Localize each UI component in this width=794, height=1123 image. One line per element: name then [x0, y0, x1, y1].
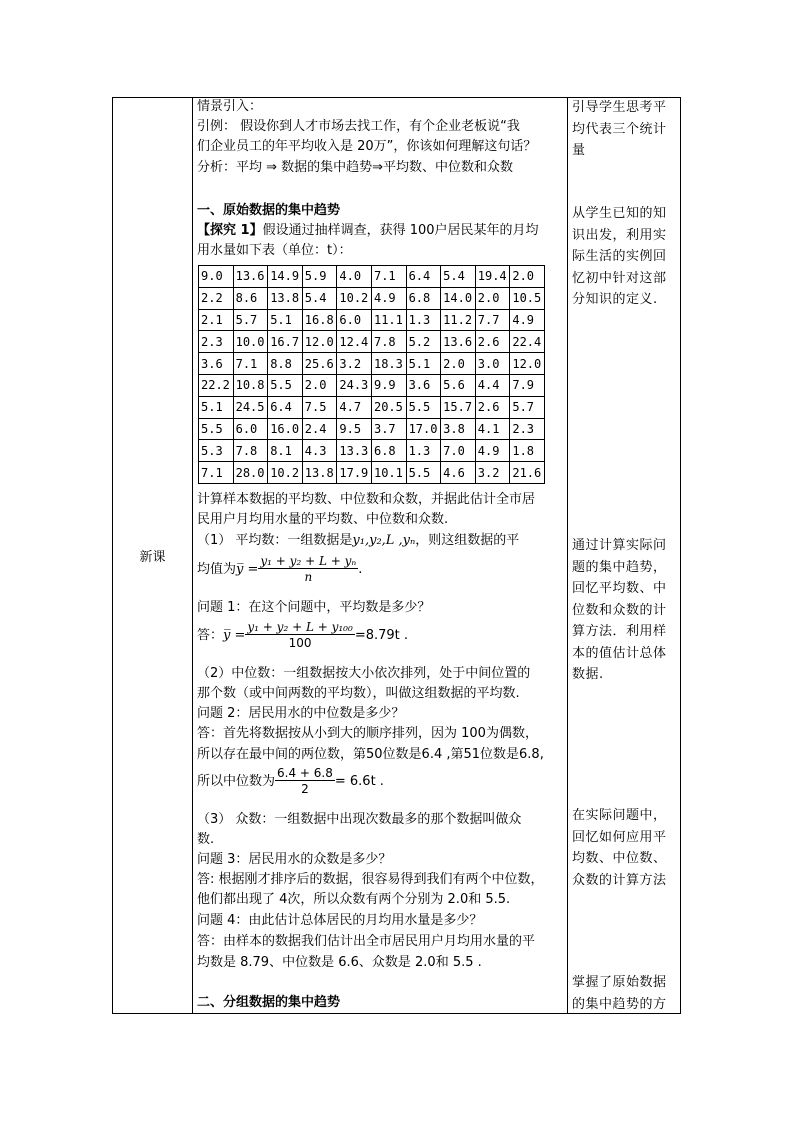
note-line: 众数的计算方法 — [572, 872, 667, 888]
answer2-line2: 所以存在最中间的两位数，第50位数是6.4 ,第51位数是6.8, — [197, 747, 544, 762]
answer2-fraction — [275, 766, 335, 797]
table-cell: 4.1 — [475, 418, 510, 440]
answer1-fraction-denominator: 100 — [288, 636, 312, 650]
note-line: 量 — [572, 143, 586, 158]
table-row — [199, 418, 545, 440]
question2: 问题 2：居民用水的中位数是多少？ — [197, 706, 405, 721]
table-cell: 1.3 — [406, 309, 441, 331]
table-cell: 10.8 — [233, 374, 268, 396]
mean-formula-fraction — [258, 554, 358, 585]
answer2-line3 — [197, 766, 567, 797]
table-cell: 2.6 — [475, 331, 510, 353]
table-cell: 5.7 — [233, 309, 268, 331]
table-cell: 3.2 — [475, 462, 510, 484]
table-cell: 2.0 — [510, 266, 545, 288]
table-cell: 3.6 — [406, 374, 441, 396]
table-row — [199, 309, 545, 331]
table-cell: 5.4 — [441, 266, 476, 288]
table-cell: 14.9 — [268, 266, 303, 288]
note-line: 题的集中趋势， — [572, 559, 667, 575]
table-cell: 5.5 — [199, 418, 234, 440]
note-line: 的集中趋势的方 — [572, 996, 667, 1012]
table-cell: 6.8 — [371, 440, 406, 462]
table-cell: 4.9 — [510, 309, 545, 331]
answer4-line1: 答：由样本的数据我们估计出全市居民用户月均用水量的平 — [197, 934, 536, 949]
table-cell: 3.7 — [371, 418, 406, 440]
mean-symbol: y̅ = — [236, 562, 259, 577]
table-row — [199, 266, 545, 288]
table-cell: 7.1 — [199, 462, 234, 484]
table-row — [199, 462, 545, 484]
note-line: 从学生已知的知 — [572, 206, 667, 221]
table-cell: 5.3 — [199, 440, 234, 462]
table-cell: 7.7 — [475, 309, 510, 331]
note-line: 在实际问题中， — [572, 808, 667, 823]
answer3-line1: 答: 根据刚才排序后的数据，很容易得到我们有两个中位数， — [197, 872, 544, 887]
note-line: 均代表三个统计 — [572, 121, 667, 137]
teaching-notes — [572, 97, 680, 1014]
note-line: 引导学生思考平 — [572, 100, 667, 115]
table-cell: 11.1 — [371, 309, 406, 331]
answer1-fraction-numerator: y₁ + y₂ + L + y₁₀₀ — [247, 620, 353, 634]
intro-example-line1: 引例： 假设你到人才市场去找工作，有个企业老板说“我 — [197, 119, 520, 134]
table-cell: 1.3 — [406, 440, 441, 462]
explore1-text: 假设通过抽样调查，获得 100户居民某年的月均 — [262, 223, 539, 238]
table-cell: 6.4 — [268, 396, 303, 418]
note-mastery — [572, 972, 680, 1015]
table-cell: 24.5 — [233, 396, 268, 418]
mean-formula-line — [197, 554, 567, 585]
table-cell: 10.0 — [233, 331, 268, 353]
answer1-line — [197, 620, 567, 651]
table-row — [199, 331, 545, 353]
table-cell: 5.1 — [268, 309, 303, 331]
explore1-label: 【探究 1】 — [197, 223, 263, 238]
table-row — [199, 396, 545, 418]
water-usage-table — [198, 265, 545, 484]
table-cell: 7.9 — [510, 374, 545, 396]
table-cell: 2.4 — [302, 418, 337, 440]
explore1-line2: 用水量如下表（单位：t）： — [197, 243, 352, 258]
answer1-symbol: y̅ = — [223, 628, 246, 643]
section2-title: 二、分组数据的集中趋势 — [197, 995, 341, 1010]
analysis-line: 分析：平均 ⇒ 数据的集中趋势⇒平均数、中位数和众数 — [197, 160, 514, 175]
answer2-fraction-numerator: 6.4 + 6.8 — [277, 766, 333, 780]
note-application — [572, 805, 680, 891]
note-line: 数据. — [572, 667, 604, 682]
table-cell: 22.2 — [199, 374, 234, 396]
table-cell: 9.5 — [337, 418, 372, 440]
table-cell: 15.7 — [441, 396, 476, 418]
table-cell: 10.1 — [371, 462, 406, 484]
calc-instruction-line1: 计算样本数据的平均数、中位数和众数，并据此估计全市居 — [197, 492, 536, 507]
answer1-result: =8.79t . — [354, 628, 409, 643]
table-cell: 17.9 — [337, 462, 372, 484]
table-cell: 20.5 — [371, 396, 406, 418]
note-line: 算方法．利用样 — [572, 624, 667, 639]
table-cell: 21.6 — [510, 462, 545, 484]
table-cell: 6.0 — [233, 418, 268, 440]
table-cell: 12.0 — [510, 353, 545, 375]
table-cell: 16.0 — [268, 418, 303, 440]
table-cell: 10.2 — [337, 287, 372, 309]
table-cell: 2.0 — [302, 374, 337, 396]
table-cell: 7.8 — [233, 440, 268, 462]
median-definition-line1: （2）中位数：一组数据按大小依次排列，处于中间位置的 — [197, 666, 531, 681]
table-cell: 5.1 — [199, 396, 234, 418]
table-cell: 16.8 — [302, 309, 337, 331]
note-line: 均数、中位数、 — [572, 851, 667, 866]
mean-fraction-denominator: n — [304, 570, 313, 584]
mean-def-variables: y₁,y₂,L ,yₙ — [352, 533, 416, 548]
table-cell: 3.6 — [199, 353, 234, 375]
question4: 问题 4：由此估计总体居民的月均用水量是多少？ — [197, 913, 483, 928]
table-cell: 2.3 — [199, 331, 234, 353]
mean-def-text-b: ，则这组数据的平 — [415, 533, 520, 548]
answer2-line1: 答：首先将数据按从小到大的顺序排列，因为 100为偶数， — [197, 726, 538, 741]
table-cell: 24.3 — [337, 374, 372, 396]
section1-title: 一、原始数据的集中趋势 — [197, 203, 341, 218]
table-cell: 18.3 — [371, 353, 406, 375]
note-prior-knowledge — [572, 203, 680, 311]
table-cell: 4.0 — [337, 266, 372, 288]
table-cell: 13.6 — [233, 266, 268, 288]
mean-definition-line1 — [197, 531, 567, 551]
table-row — [199, 287, 545, 309]
mode-definition-line2: 数. — [197, 832, 215, 847]
table-cell: 2.1 — [199, 309, 234, 331]
table-cell: 2.3 — [510, 418, 545, 440]
mean-formula-prefix: 均值为 — [197, 562, 237, 577]
table-row — [199, 374, 545, 396]
note-intro — [572, 97, 680, 162]
table-cell: 5.4 — [302, 287, 337, 309]
note-line: 通过计算实际问 — [572, 538, 667, 553]
intro-example-line2: 们企业员工的年平均收入是 20万”，你该如何理解这句话？ — [197, 139, 537, 154]
table-cell: 13.3 — [337, 440, 372, 462]
lesson-content — [197, 97, 567, 1014]
table-cell: 22.4 — [510, 331, 545, 353]
note-line: 本的值估计总体 — [572, 645, 667, 661]
column-divider-left — [192, 97, 193, 1014]
note-line: 回忆如何应用平 — [572, 829, 667, 845]
table-cell: 2.6 — [475, 396, 510, 418]
note-calculation — [572, 535, 680, 686]
note-line: 位数和众数的计 — [572, 602, 667, 618]
answer2-result: = 6.6t . — [334, 774, 384, 789]
table-cell: 1.8 — [510, 440, 545, 462]
table-cell: 11.2 — [441, 309, 476, 331]
table-cell: 4.6 — [441, 462, 476, 484]
explore1-line1 — [197, 221, 567, 241]
table-cell: 5.9 — [302, 266, 337, 288]
question1: 问题 1：在这个问题中，平均数是多少？ — [197, 600, 431, 615]
note-line: 识出发，利用实 — [572, 227, 667, 243]
table-cell: 28.0 — [233, 462, 268, 484]
table-cell: 12.0 — [302, 331, 337, 353]
table-cell: 8.1 — [268, 440, 303, 462]
table-cell: 4.9 — [475, 440, 510, 462]
mean-def-text-a: （1） 平均数：一组数据是 — [197, 533, 353, 548]
table-cell: 7.1 — [371, 266, 406, 288]
table-cell: 4.3 — [302, 440, 337, 462]
table-cell: 3.0 — [475, 353, 510, 375]
table-cell: 9.0 — [199, 266, 234, 288]
mean-fraction-numerator: y₁ + y₂ + L + yₙ — [260, 554, 357, 568]
mean-formula-end: . — [358, 562, 363, 577]
table-cell: 5.5 — [406, 462, 441, 484]
table-cell: 4.9 — [371, 287, 406, 309]
answer2-prefix: 所以中位数为 — [197, 774, 276, 789]
table-cell: 2.0 — [475, 287, 510, 309]
table-cell: 6.0 — [337, 309, 372, 331]
calc-instruction-line2: 民用户月均用水量的平均数、中位数和众数. — [197, 512, 449, 527]
table-cell: 19.4 — [475, 266, 510, 288]
table-cell: 13.6 — [441, 331, 476, 353]
table-cell: 8.8 — [268, 353, 303, 375]
note-line: 分知识的定义. — [572, 292, 658, 307]
table-cell: 17.0 — [406, 418, 441, 440]
answer1-fraction — [245, 620, 354, 651]
table-row — [199, 440, 545, 462]
question3: 问题 3：居民用水的众数是多少？ — [197, 852, 392, 867]
table-cell: 7.8 — [371, 331, 406, 353]
table-cell: 3.8 — [441, 418, 476, 440]
intro-title: 情景引入： — [197, 99, 263, 114]
note-line: 忆初中针对这部 — [572, 270, 667, 286]
table-cell: 5.5 — [268, 374, 303, 396]
table-cell: 14.0 — [441, 287, 476, 309]
answer3-line2: 他们都出现了 4次，所以众数有两个分别为 2.0和 5.5. — [197, 892, 511, 907]
table-cell: 8.6 — [233, 287, 268, 309]
table-cell: 4.4 — [475, 374, 510, 396]
table-cell: 13.8 — [268, 287, 303, 309]
table-cell: 5.2 — [406, 331, 441, 353]
table-cell: 7.1 — [233, 353, 268, 375]
table-cell: 13.8 — [302, 462, 337, 484]
note-line: 际生活的实例回 — [572, 249, 667, 264]
table-cell: 12.4 — [337, 331, 372, 353]
table-cell: 7.5 — [302, 396, 337, 418]
note-line: 回忆平均数、中 — [572, 581, 667, 596]
table-cell: 5.1 — [406, 353, 441, 375]
table-cell: 10.5 — [510, 287, 545, 309]
table-cell: 2.0 — [441, 353, 476, 375]
table-cell: 6.4 — [406, 266, 441, 288]
table-cell: 7.0 — [441, 440, 476, 462]
answer1-prefix: 答： — [197, 628, 224, 643]
mode-definition-line1: （3） 众数：一组数据中出现次数最多的那个数据叫做众 — [197, 812, 522, 827]
table-cell: 5.5 — [406, 396, 441, 418]
row-label-text: 新课 — [139, 550, 166, 565]
table-cell: 6.8 — [406, 287, 441, 309]
table-cell: 9.9 — [371, 374, 406, 396]
table-cell: 10.2 — [268, 462, 303, 484]
table-cell: 4.7 — [337, 396, 372, 418]
table-cell: 5.7 — [510, 396, 545, 418]
row-label-new-lesson — [113, 97, 192, 1014]
note-line: 掌握了原始数据 — [572, 975, 667, 990]
table-cell: 3.2 — [337, 353, 372, 375]
answer4-line2: 均数是 8.79、中位数是 6.6、众数是 2.0和 5.5 . — [197, 955, 482, 970]
column-divider-right — [567, 97, 568, 1014]
median-definition-line2: 那个数（或中间两数的平均数），叫做这组数据的平均数. — [197, 686, 520, 701]
table-cell: 25.6 — [302, 353, 337, 375]
table-cell: 16.7 — [268, 331, 303, 353]
table-cell: 5.6 — [441, 374, 476, 396]
answer2-fraction-denominator: 2 — [301, 782, 309, 796]
table-cell: 2.2 — [199, 287, 234, 309]
table-row — [199, 353, 545, 375]
